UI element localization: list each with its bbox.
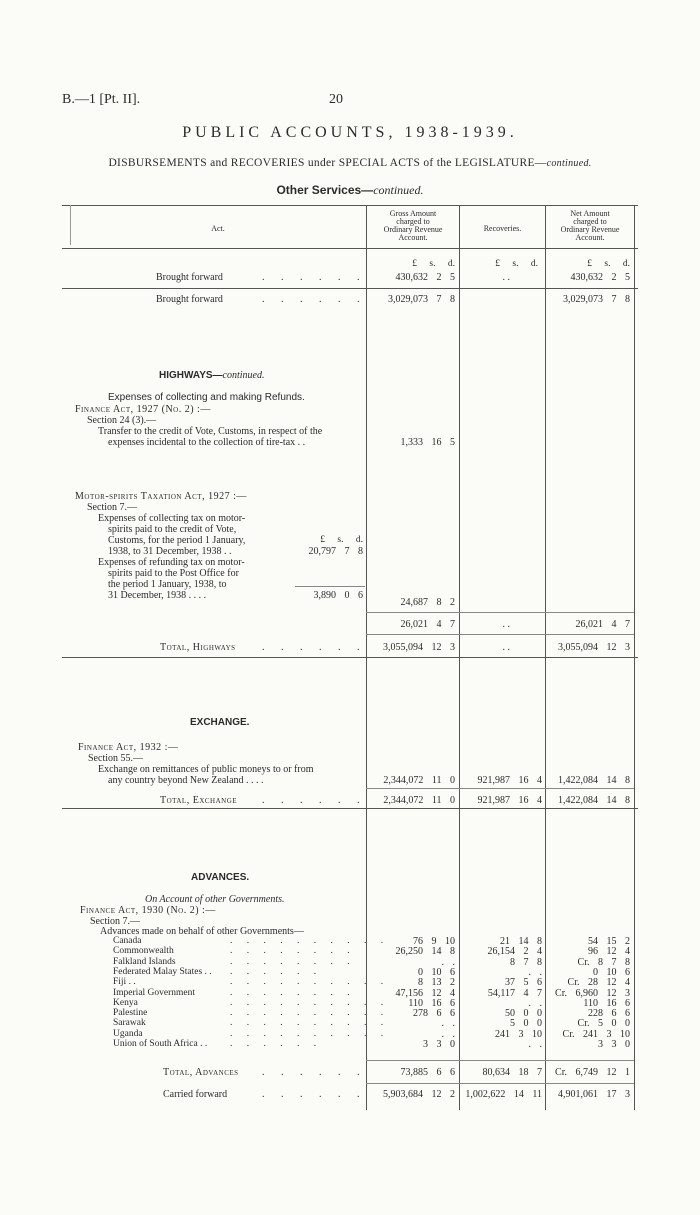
advance-rec: . .: [528, 1039, 542, 1050]
highways-total-rec: . .: [502, 642, 510, 653]
exchange-total-rule: [366, 788, 634, 789]
highways-t2: expenses incidental to the collection of tire-tax . .: [108, 437, 306, 448]
collect-line3: Customs, for the period 1 January,: [108, 535, 246, 546]
advances-total-label: Total, Advances: [163, 1067, 239, 1078]
advances-total-dots: . . . . . .: [262, 1067, 360, 1078]
exchange-total-net: 1,422,084 14 8: [558, 795, 630, 806]
highways-sub-rec: . .: [502, 619, 510, 630]
advance-net: Cr. 6,960 12 3: [555, 987, 630, 999]
collect-units: £ s. d.: [320, 535, 363, 545]
exchange-t2: any country beyond New Zealand . . . .: [108, 775, 264, 786]
net-line3: Ordinary Revenue: [560, 225, 620, 234]
highways-total-label: Total, Highways: [160, 642, 236, 653]
carried-rule: [366, 1083, 634, 1084]
gross-line2: charged to: [396, 217, 430, 226]
advance-rec: 5 0 0: [510, 1018, 542, 1030]
carried-forward-gross: 5,903,684 12 2: [383, 1089, 455, 1100]
brought-forward-2-dots: . . . . . .: [262, 294, 360, 305]
col-sep-3: [545, 205, 546, 1110]
advance-name: Falkland Islands: [113, 956, 176, 967]
advance-name: Uganda: [113, 1028, 143, 1039]
advance-dots: . . . . . . . . . .: [230, 997, 384, 1008]
rec-label: Recoveries.: [483, 224, 522, 233]
advance-name: Union of South Africa . .: [113, 1039, 208, 1049]
brought-forward-dots: . . . . . .: [262, 272, 360, 283]
brought-forward-label: Brought forward: [156, 272, 223, 283]
highways-sec1: Section 24 (3).—: [87, 415, 157, 426]
advance-rec: . .: [528, 997, 542, 1009]
highways-sub: Expenses of collecting and making Refunds.: [108, 392, 305, 403]
page-number: 20: [329, 92, 343, 107]
advance-gross: 8 13 2: [418, 977, 455, 989]
advance-rec: 50 0 0: [505, 1008, 542, 1020]
brought-forward-2-gross: 3,029,073 7 8: [388, 294, 455, 305]
advance-net: 228 6 6: [588, 1008, 630, 1020]
advance-gross: 110 16 6: [408, 997, 455, 1009]
col-head-recoveries: [460, 225, 545, 233]
advances-total-net: Cr. 6,749 12 1: [555, 1067, 630, 1078]
advance-net: 0 10 6: [593, 966, 630, 978]
highways-act2: Motor-spirits Taxation Act, 1927 :—: [75, 491, 247, 502]
highways-heading: [159, 370, 264, 381]
advance-name: Kenya: [113, 997, 138, 1008]
exchange-total-gross: 2,344,072 11 0: [383, 795, 455, 806]
table-top-rule: [62, 205, 638, 206]
advance-gross: 26,250 14 8: [395, 946, 455, 958]
collect-line1: Expenses of collecting tax on motor-: [98, 513, 246, 524]
advance-rec: 54,117 4 7: [487, 987, 542, 999]
refund-line1: Expenses of refunding tax on motor-: [98, 557, 245, 568]
advance-name: Sarawak: [113, 1018, 146, 1029]
collect-line2: spirits paid to the credit of Vote,: [108, 524, 237, 535]
advances-intro: Advances made on behalf of other Governments—: [100, 926, 304, 937]
carried-forward-rec: 1,002,622 14 11: [465, 1089, 542, 1100]
advance-net: 3 3 0: [598, 1039, 630, 1050]
highways-total-rule: [366, 634, 634, 635]
collect-amount: 20,797 7 8: [308, 546, 363, 557]
motor-spirits-sum: 24,687 8 2: [400, 597, 455, 608]
net-line2: charged to: [573, 217, 607, 226]
carried-forward-label: Carried forward: [163, 1089, 228, 1100]
advance-dots: . . . . . . . . . .: [230, 1028, 384, 1039]
refund-amount: 3,890 0 6: [313, 590, 363, 601]
exchange-sec: Section 55.—: [88, 753, 143, 764]
subtitle-text: DISBURSEMENTS and RECOVERIES under SPECIAL ACTS of the LEGISLATURE—: [108, 157, 547, 169]
advance-net: 110 16 6: [583, 997, 630, 1009]
refund-line4: 31 December, 1938 . . . .: [108, 590, 207, 601]
brought-forward-net: 430,632 2 5: [570, 272, 630, 283]
gross-line1: Gross Amount: [389, 209, 437, 218]
exchange-end-rule: [62, 808, 638, 809]
col-head-act: [70, 225, 366, 233]
advance-dots: . . . . . . . . . .: [230, 1008, 384, 1019]
advance-rec: 26,154 2 4: [487, 946, 542, 958]
advance-gross: 278 6 6: [413, 1008, 455, 1020]
advance-name: Fiji . .: [113, 977, 136, 988]
advance-gross: 47,156 12 4: [395, 987, 455, 999]
exchange-act: Finance Act, 1932 :—: [78, 742, 179, 753]
section-text: Other Services—: [276, 183, 374, 197]
advance-gross: 0 10 6: [418, 966, 455, 978]
highways-sec2: Section 7.—: [87, 502, 137, 513]
highways-act1: Finance Act, 1927 (No. 2) :—: [75, 404, 211, 415]
advance-rec: 37 5 6: [505, 977, 542, 989]
highways-sub-gross: 26,021 4 7: [400, 619, 455, 630]
refund-line2: spirits paid to the Post Office for: [108, 568, 239, 579]
advance-name: Imperial Government: [113, 987, 196, 998]
carried-forward-dots: . . . . . .: [262, 1089, 360, 1100]
inner-sum-rule: [295, 586, 365, 587]
advance-name: Palestine: [113, 1008, 148, 1019]
brought-forward-rule: [62, 288, 638, 289]
advance-gross: 76 9 10: [413, 936, 455, 947]
advance-gross: . .: [441, 1018, 455, 1030]
advance-net: 96 12 4: [588, 946, 630, 958]
exchange-rec: 921,987 16 4: [477, 775, 542, 786]
advances-total-gross: 73,885 6 6: [400, 1067, 455, 1078]
col-head-net: [546, 210, 634, 242]
advance-net: Cr. 241 3 10: [562, 1028, 630, 1040]
advance-gross: 3 3 0: [423, 1039, 455, 1050]
net-line1: Net Amount: [570, 209, 610, 218]
section-continued: continued.: [373, 183, 424, 197]
advances-sec: Section 7.—: [90, 916, 140, 927]
advance-dots: . . . . . . . . . .: [230, 1018, 384, 1029]
advance-rec: 241 3 10: [495, 1028, 542, 1040]
header-bottom-rule: [62, 248, 638, 249]
subtitle-continued: continued.: [546, 158, 592, 169]
highways-total-gross: 3,055,094 12 3: [383, 642, 455, 653]
advance-dots: . . . . . . . . . .: [230, 936, 384, 946]
highways-total-dots: . . . . . .: [262, 642, 360, 653]
section-title: [0, 183, 700, 198]
brought-forward-2-net: 3,029,073 7 8: [563, 294, 630, 305]
advance-dots: . . . . . . . .: [230, 987, 350, 998]
advance-name: Commonwealth: [113, 946, 174, 957]
highways-total-net: 3,055,094 12 3: [558, 642, 630, 653]
advance-rec: . .: [528, 966, 542, 978]
units-rec: £ s. d.: [495, 259, 538, 269]
advance-gross: . .: [441, 956, 455, 968]
brought-forward-rec: . .: [502, 272, 510, 283]
units-net: £ s. d.: [587, 259, 630, 269]
collect-line4: 1938, to 31 December, 1938 . .: [108, 546, 232, 557]
advance-rec: 21 14 8: [500, 936, 542, 947]
col-act-label: Act.: [211, 224, 225, 233]
col-sep-2: [459, 205, 460, 1110]
exchange-total-rec: 921,987 16 4: [477, 795, 542, 806]
exchange-total-label: Total, Exchange: [160, 795, 238, 806]
highways-sub-rule: [366, 612, 634, 613]
advances-sub: On Account of other Governments.: [145, 894, 285, 905]
col-head-gross: [367, 210, 459, 242]
carried-forward-net: 4,901,061 17 3: [558, 1089, 630, 1100]
highways-heading-text: HIGHWAYS—: [159, 370, 223, 381]
advances-total-rec: 80,634 18 7: [482, 1067, 542, 1078]
exchange-total-dots: . . . . . .: [262, 795, 360, 806]
advances-total-rule: [366, 1060, 634, 1061]
advance-gross: . .: [441, 1028, 455, 1040]
highways-end-rule: [62, 657, 638, 658]
brought-forward-2-label: Brought forward: [156, 294, 223, 305]
advance-net: 54 15 2: [588, 936, 630, 947]
report-code: B.—1 [Pt. II].: [62, 92, 141, 107]
exchange-net: 1,422,084 14 8: [558, 775, 630, 786]
advance-net: Cr. 8 7 8: [577, 956, 630, 968]
gross-line3: Ordinary Revenue: [383, 225, 443, 234]
gross-line4: Account.: [398, 233, 428, 242]
advance-net: Cr. 28 12 4: [567, 977, 630, 989]
exchange-t1: Exchange on remittances of public moneys to or from: [98, 764, 314, 775]
brought-forward-gross: 430,632 2 5: [395, 272, 455, 283]
advance-dots: . . . . . . . .: [230, 956, 350, 967]
page-subtitle: [0, 157, 700, 169]
advance-name: Canada: [113, 936, 142, 946]
units-gross: £ s. d.: [412, 259, 455, 269]
advances-heading: ADVANCES.: [191, 872, 250, 883]
advance-dots: . . . . . . . .: [230, 946, 350, 957]
advance-name: Federated Malay States . .: [113, 966, 212, 977]
refund-line3: the period 1 January, 1938, to: [108, 579, 227, 590]
advance-rec: 8 7 8: [510, 956, 542, 968]
advance-dots: . . . . . .: [230, 966, 317, 977]
exchange-heading: EXCHANGE.: [190, 717, 250, 728]
tire-tax-amount: 1,333 16 5: [400, 437, 455, 448]
exchange-gross: 2,344,072 11 0: [383, 775, 455, 786]
advances-act: Finance Act, 1930 (No. 2) :—: [80, 905, 216, 916]
highways-t1: Transfer to the credit of Vote, Customs, in respect of the: [98, 426, 323, 437]
page-title: PUBLIC ACCOUNTS, 1938-1939.: [182, 124, 518, 141]
highways-heading-continued: continued.: [222, 370, 265, 381]
advance-dots: . . . . . .: [230, 1039, 317, 1049]
net-line4: Account.: [575, 233, 605, 242]
col-sep-4: [634, 205, 635, 1110]
highways-sub-net: 26,021 4 7: [575, 619, 630, 630]
advance-net: Cr. 5 0 0: [577, 1018, 630, 1030]
advance-dots: . . . . . . . . . .: [230, 977, 384, 988]
col-sep-1: [366, 205, 367, 1110]
